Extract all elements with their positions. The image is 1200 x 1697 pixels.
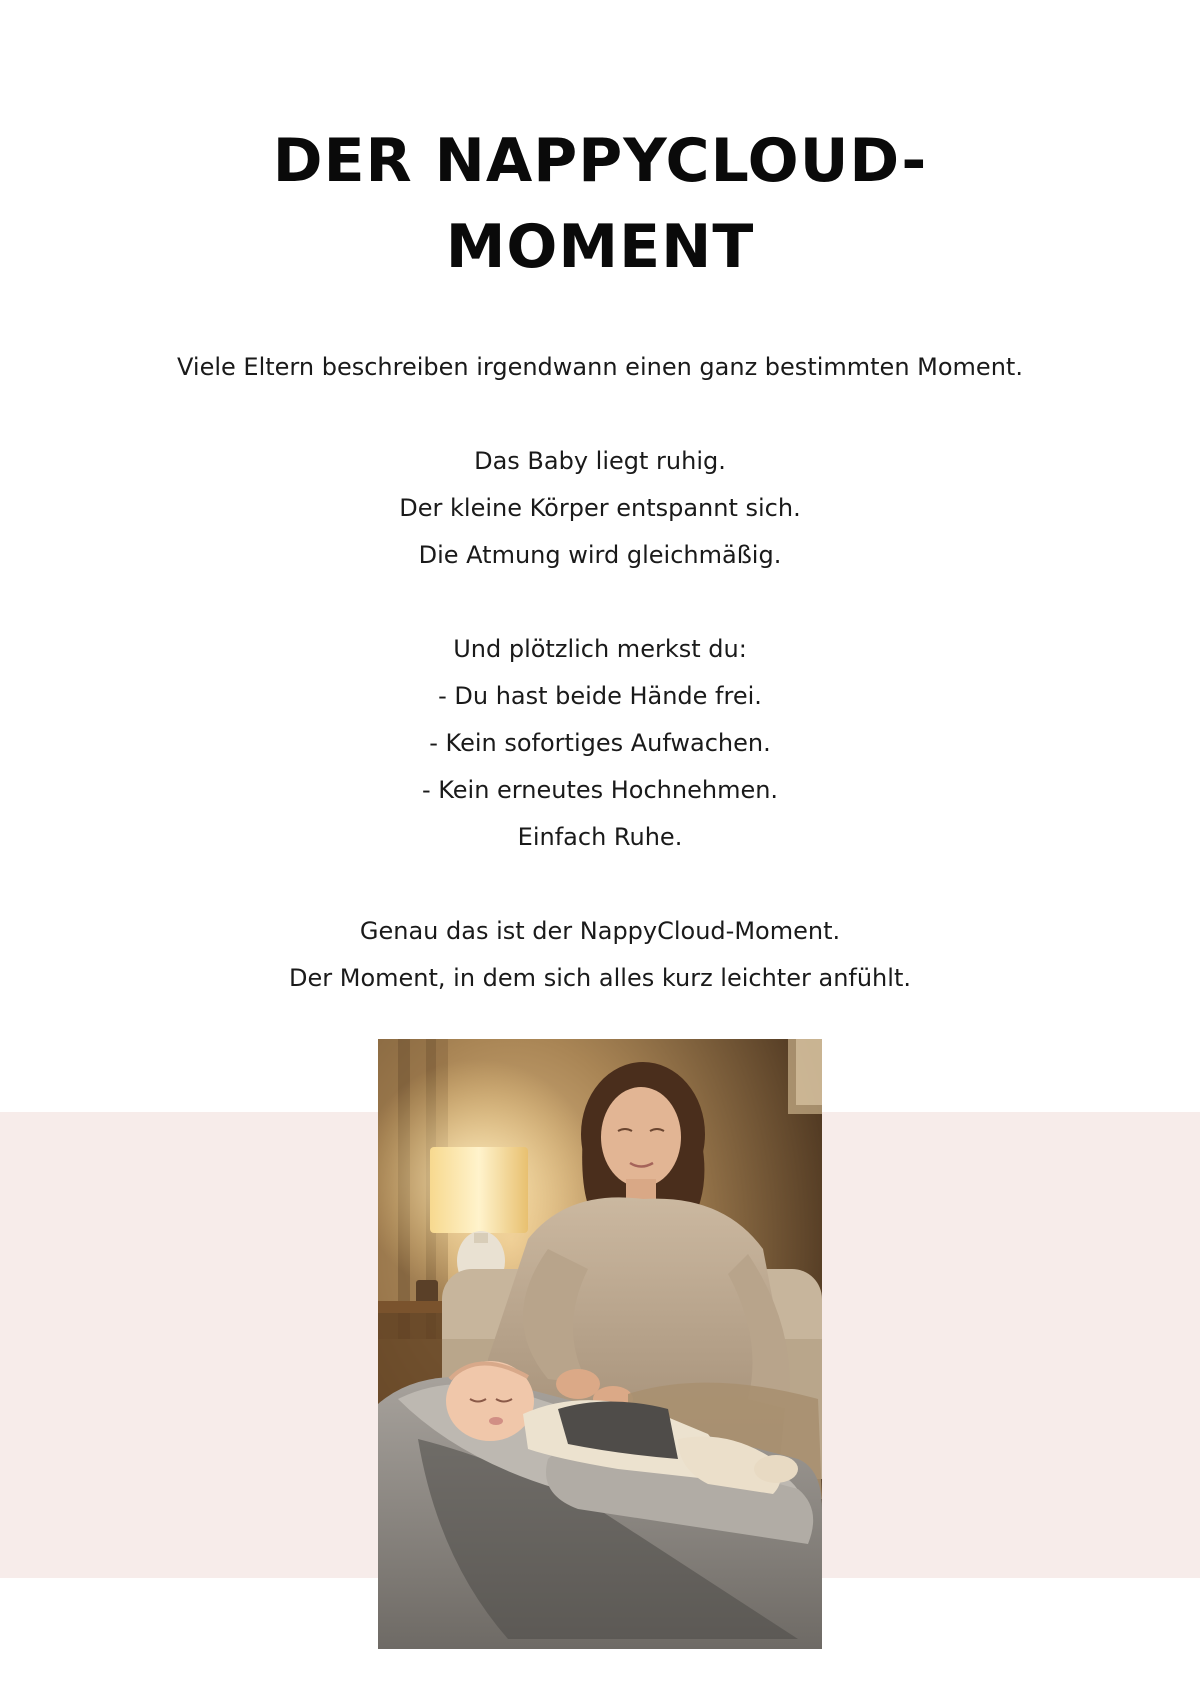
paragraph-line: Die Atmung wird gleichmäßig.: [418, 541, 782, 569]
paragraph-line: Einfach Ruhe.: [517, 823, 683, 851]
mother-baby-photo: [378, 1039, 822, 1649]
list-item: - Du hast beide Hände frei.: [438, 682, 762, 710]
page-title: [0, 118, 1200, 290]
list-item: - Kein sofortiges Aufwachen.: [429, 729, 771, 757]
title-line-1: DER NAPPYCLOUD-: [272, 126, 928, 196]
title-line-2: MOMENT: [445, 212, 755, 282]
body-text: [0, 344, 1200, 1002]
paragraph-line: Das Baby liegt ruhig.: [474, 447, 726, 475]
intro-text: Viele Eltern beschreiben irgendwann einen ganz bestimmten Moment.: [177, 353, 1023, 381]
paragraph-line: Und plötzlich merkst du:: [453, 635, 747, 663]
list-item: - Kein erneutes Hochnehmen.: [421, 776, 779, 804]
paragraph-line: Genau das ist der NappyCloud-Moment.: [359, 917, 841, 945]
paragraph-line: Der Moment, in dem sich alles kurz leichter anfühlt.: [289, 964, 911, 992]
paragraph-line: Der kleine Körper entspannt sich.: [399, 494, 801, 522]
